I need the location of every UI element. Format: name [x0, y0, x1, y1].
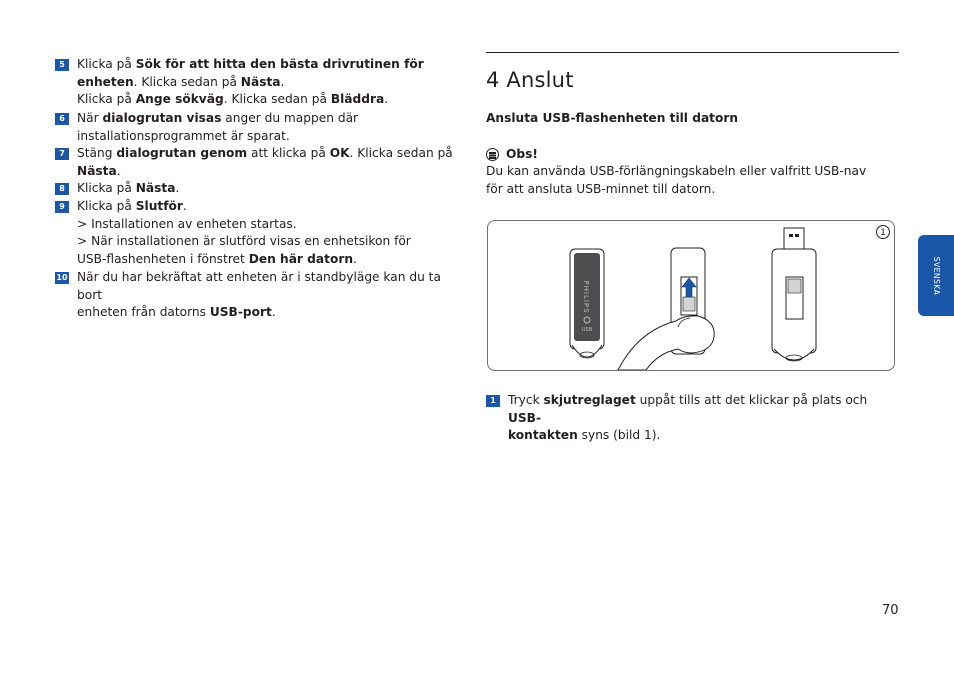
step-number-badge: 9 [55, 201, 69, 213]
bold-term: enheten [77, 74, 134, 89]
note-title-label: Obs! [506, 147, 538, 161]
install-step [55, 198, 455, 268]
section-subheading: Ansluta USB-flashenheten till datorn [486, 111, 739, 125]
step-text [77, 145, 455, 180]
text-line [508, 427, 896, 445]
usb-connector [784, 228, 804, 250]
text-line [77, 304, 455, 322]
text-line [77, 251, 455, 269]
language-tab-label: SVENSKA [931, 256, 941, 295]
text-run: . Klicka sedan på [349, 146, 453, 160]
step-number-badge: 6 [55, 113, 69, 125]
text-run: > Installationen av enheten startas. [77, 216, 297, 231]
text-run: När [77, 111, 103, 125]
install-step [55, 110, 455, 145]
text-run: . [116, 163, 121, 178]
bold-term: USB-port [209, 305, 272, 320]
step-number-badge: 8 [55, 183, 69, 195]
text-run: . Klicka sedan på [223, 92, 331, 107]
page-number: 70 [882, 603, 899, 618]
bold-term: Bläddra [330, 92, 385, 107]
step-text [77, 198, 455, 268]
text-line [77, 74, 455, 92]
language-tab [918, 235, 954, 316]
figure-brand-text: PHILIPS [582, 280, 590, 314]
text-run: . [271, 305, 276, 320]
text-run: uppåt tills att det klickar på plats och [635, 393, 868, 407]
bold-term: Den här datorn [248, 251, 354, 266]
step-text [77, 180, 455, 198]
section-heading: 4 Anslut [486, 68, 574, 92]
text-line [77, 110, 455, 128]
text-line [77, 233, 455, 251]
usb-drive-closed-loop [572, 345, 602, 357]
bold-term: dialogrutan visas [102, 111, 222, 125]
thumb-illustration [618, 316, 714, 370]
text-run: . [353, 251, 357, 266]
section-rule [486, 52, 899, 53]
bold-term: kontakten [508, 428, 578, 443]
text-run: . [182, 199, 187, 213]
install-step [55, 56, 455, 109]
bold-term: skjutreglaget [543, 393, 636, 407]
bold-term: Nästa [77, 163, 117, 178]
connect-step [486, 392, 896, 445]
text-line [77, 269, 455, 304]
text-line [508, 392, 896, 427]
figure-number-badge: 1 [876, 225, 890, 239]
usb-slider-knob [683, 297, 695, 311]
usb-illustration [487, 220, 895, 371]
text-line [77, 56, 455, 74]
step-text [77, 110, 455, 145]
text-run: Klicka på [77, 181, 136, 195]
install-step [55, 145, 455, 180]
text-run: installationsprogrammet är sparat. [77, 128, 290, 143]
step-text [77, 56, 455, 109]
note-line: Du kan använda USB-förlängningskabeln eller valfritt USB-nav [486, 164, 867, 178]
usb-slider-knob-open [788, 279, 801, 293]
text-run: USB-flashenheten i fönstret [77, 251, 249, 266]
text-run: Stäng [77, 146, 117, 160]
text-run: . Klicka sedan på [133, 74, 241, 89]
install-step [55, 269, 455, 322]
text-line [77, 91, 455, 109]
install-step [55, 180, 455, 198]
bold-term: Nästa [135, 181, 176, 195]
step-number-badge: 7 [55, 148, 69, 160]
note-icon [486, 148, 499, 161]
figure-model-text: USB [581, 327, 593, 333]
text-run: enheten från datorns [77, 305, 210, 320]
bold-term: USB- [508, 410, 542, 425]
step-text [77, 269, 455, 322]
text-line [77, 145, 455, 163]
note-line: för att ansluta USB-minnet till datorn. [486, 181, 716, 196]
text-run: . [175, 181, 180, 195]
bold-term: OK [329, 146, 350, 160]
bold-term: Ange sökväg [135, 92, 224, 107]
text-run: När du har bekräftat att enheten är i standbyläge kan du ta bort [77, 270, 441, 302]
note-title [486, 146, 538, 164]
usb-drawing [488, 221, 894, 370]
text-run: > När installationen är slutförd visas en enhetsikon för [77, 234, 411, 249]
bold-term: Sök för att hitta den bästa drivrutinen för [135, 57, 424, 71]
text-run: att klicka på [247, 146, 330, 160]
text-run: Klicka på [77, 199, 136, 213]
step-number-badge: 10 [56, 273, 68, 282]
bold-term: dialogrutan genom [116, 146, 248, 160]
bold-term: Slutför [135, 199, 183, 213]
text-run: Tryck [508, 393, 544, 407]
text-run: . [384, 92, 389, 107]
step-text [508, 392, 896, 445]
text-run: anger du mappen där [221, 111, 359, 125]
step-number-badge: 1 [486, 395, 500, 407]
text-line [77, 198, 455, 216]
text-run: . [280, 74, 285, 89]
text-line [77, 216, 455, 234]
text-run: Klicka på [77, 92, 136, 107]
text-run: Klicka på [77, 57, 136, 71]
note-text [486, 163, 876, 198]
text-line [77, 180, 455, 198]
text-line [77, 128, 455, 146]
text-run: syns (bild 1). [577, 428, 661, 443]
step-number-badge: 5 [55, 59, 69, 71]
bold-term: Nästa [240, 74, 281, 89]
text-line [77, 163, 455, 181]
